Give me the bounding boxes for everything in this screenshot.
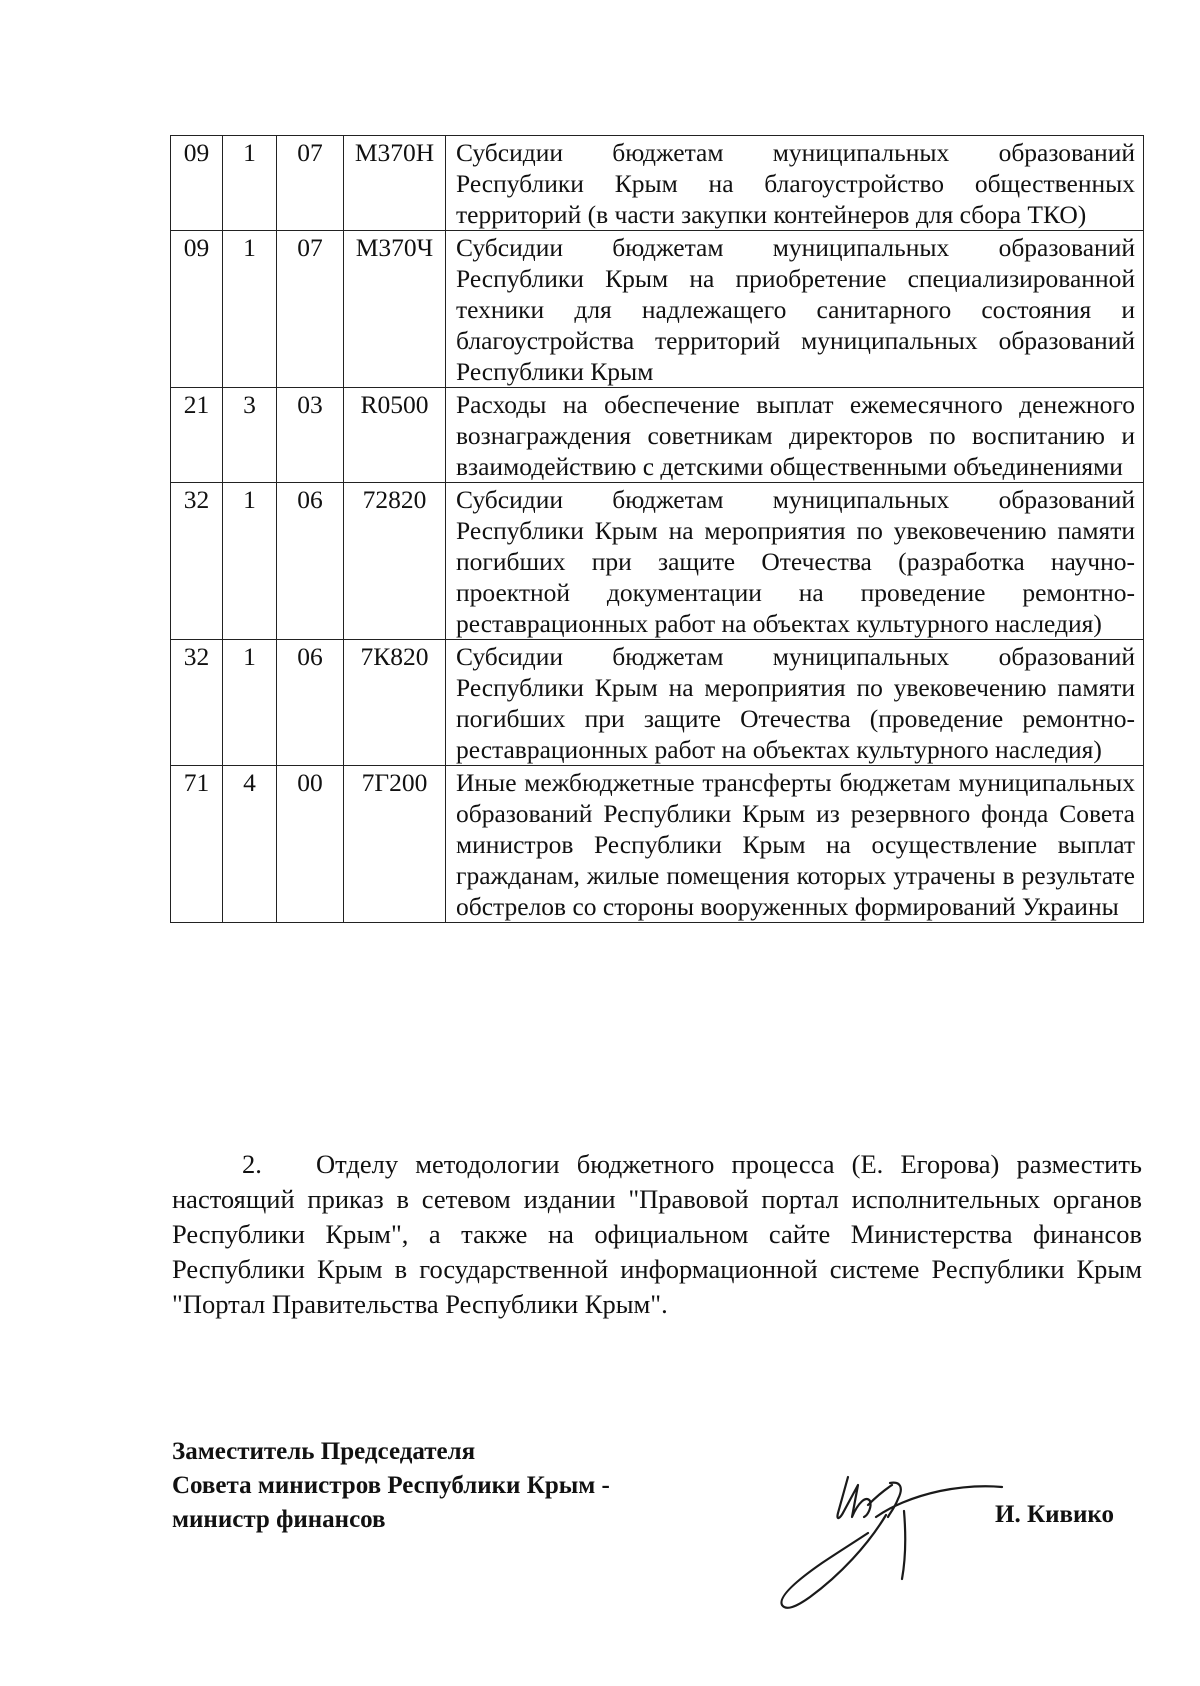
code-col-3: 03: [277, 388, 344, 483]
paragraph-number: 2.: [242, 1149, 262, 1179]
code-col-3: 06: [277, 640, 344, 766]
code-col-2: 1: [223, 483, 277, 640]
code-col-1: 32: [171, 640, 223, 766]
row-description: Иные межбюджетные трансферты бюджетам муниципальных образований Республики Крым из резервного фонда Совета министров Республики Крым на осуществление выплат гражданам, жилые помещения которых утрачены в результате обстрелов со стороны вооруженных формирований Украины: [446, 766, 1144, 923]
budget-codes-table: [170, 135, 1144, 923]
row-description: Расходы на обеспечение выплат ежемесячного денежного вознаграждения советникам директоров по воспитанию и взаимодействию с детскими общественными объединениями: [446, 388, 1144, 483]
order-paragraph-2: [172, 1147, 1142, 1322]
code-col-2: 1: [223, 136, 277, 231]
row-description: Субсидии бюджетам муниципальных образований Республики Крым на благоустройство общественных территорий (в части закупки контейнеров для сбора ТКО): [446, 136, 1144, 231]
code-col-1: 71: [171, 766, 223, 923]
table-row: [171, 231, 1144, 388]
table-row: [171, 766, 1144, 923]
code-col-4: М370Ч: [344, 231, 446, 388]
code-col-3: 07: [277, 136, 344, 231]
code-col-4: R0500: [344, 388, 446, 483]
code-col-3: 00: [277, 766, 344, 923]
code-col-2: 3: [223, 388, 277, 483]
row-description: Субсидии бюджетам муниципальных образований Республики Крым на мероприятия по увековечению памяти погибших при защите Отечества (разработка научно-проектной документации на проведение ремонтно-реставрационных работ на объектах культурного наследия): [446, 483, 1144, 640]
code-col-4: 7Г200: [344, 766, 446, 923]
code-col-1: 21: [171, 388, 223, 483]
code-col-4: 72820: [344, 483, 446, 640]
code-col-4: 7К820: [344, 640, 446, 766]
row-description: Субсидии бюджетам муниципальных образований Республики Крым на приобретение специализированной техники для надлежащего санитарного состояния и благоустройства территорий муниципальных образований Республики Крым: [446, 231, 1144, 388]
signatory-title-line: министр финансов: [172, 1506, 386, 1533]
table-row: [171, 640, 1144, 766]
code-col-3: 07: [277, 231, 344, 388]
table-row: [171, 388, 1144, 483]
handwritten-signature: [740, 1455, 1010, 1615]
row-description: Субсидии бюджетам муниципальных образований Республики Крым на мероприятия по увековечению памяти погибших при защите Отечества (проведение ремонтно-реставрационных работ на объектах культурного наследия): [446, 640, 1144, 766]
code-col-1: 09: [171, 231, 223, 388]
code-col-1: 09: [171, 136, 223, 231]
signatory-title: [172, 1435, 610, 1537]
table-row: [171, 136, 1144, 231]
code-col-1: 32: [171, 483, 223, 640]
signatory-title-line: Совета министров Республики Крым -: [172, 1472, 610, 1499]
paragraph-text: Отделу методологии бюджетного процесса (Е. Егорова) разместить настоящий приказ в сетевом издании "Правовой портал исполнительных органов Республики Крым", а также на официальном сайте Министерства финансов Республики Крым в государственной информационной системе Республики Крым "Портал Правительства Республики Крым".: [172, 1149, 1142, 1319]
code-col-2: 1: [223, 231, 277, 388]
signer-name: И. Кивико: [995, 1501, 1114, 1528]
code-col-4: М370Н: [344, 136, 446, 231]
signatory-title-line: Заместитель Председателя: [172, 1438, 476, 1465]
code-col-2: 1: [223, 640, 277, 766]
code-col-2: 4: [223, 766, 277, 923]
code-col-3: 06: [277, 483, 344, 640]
table-row: [171, 483, 1144, 640]
